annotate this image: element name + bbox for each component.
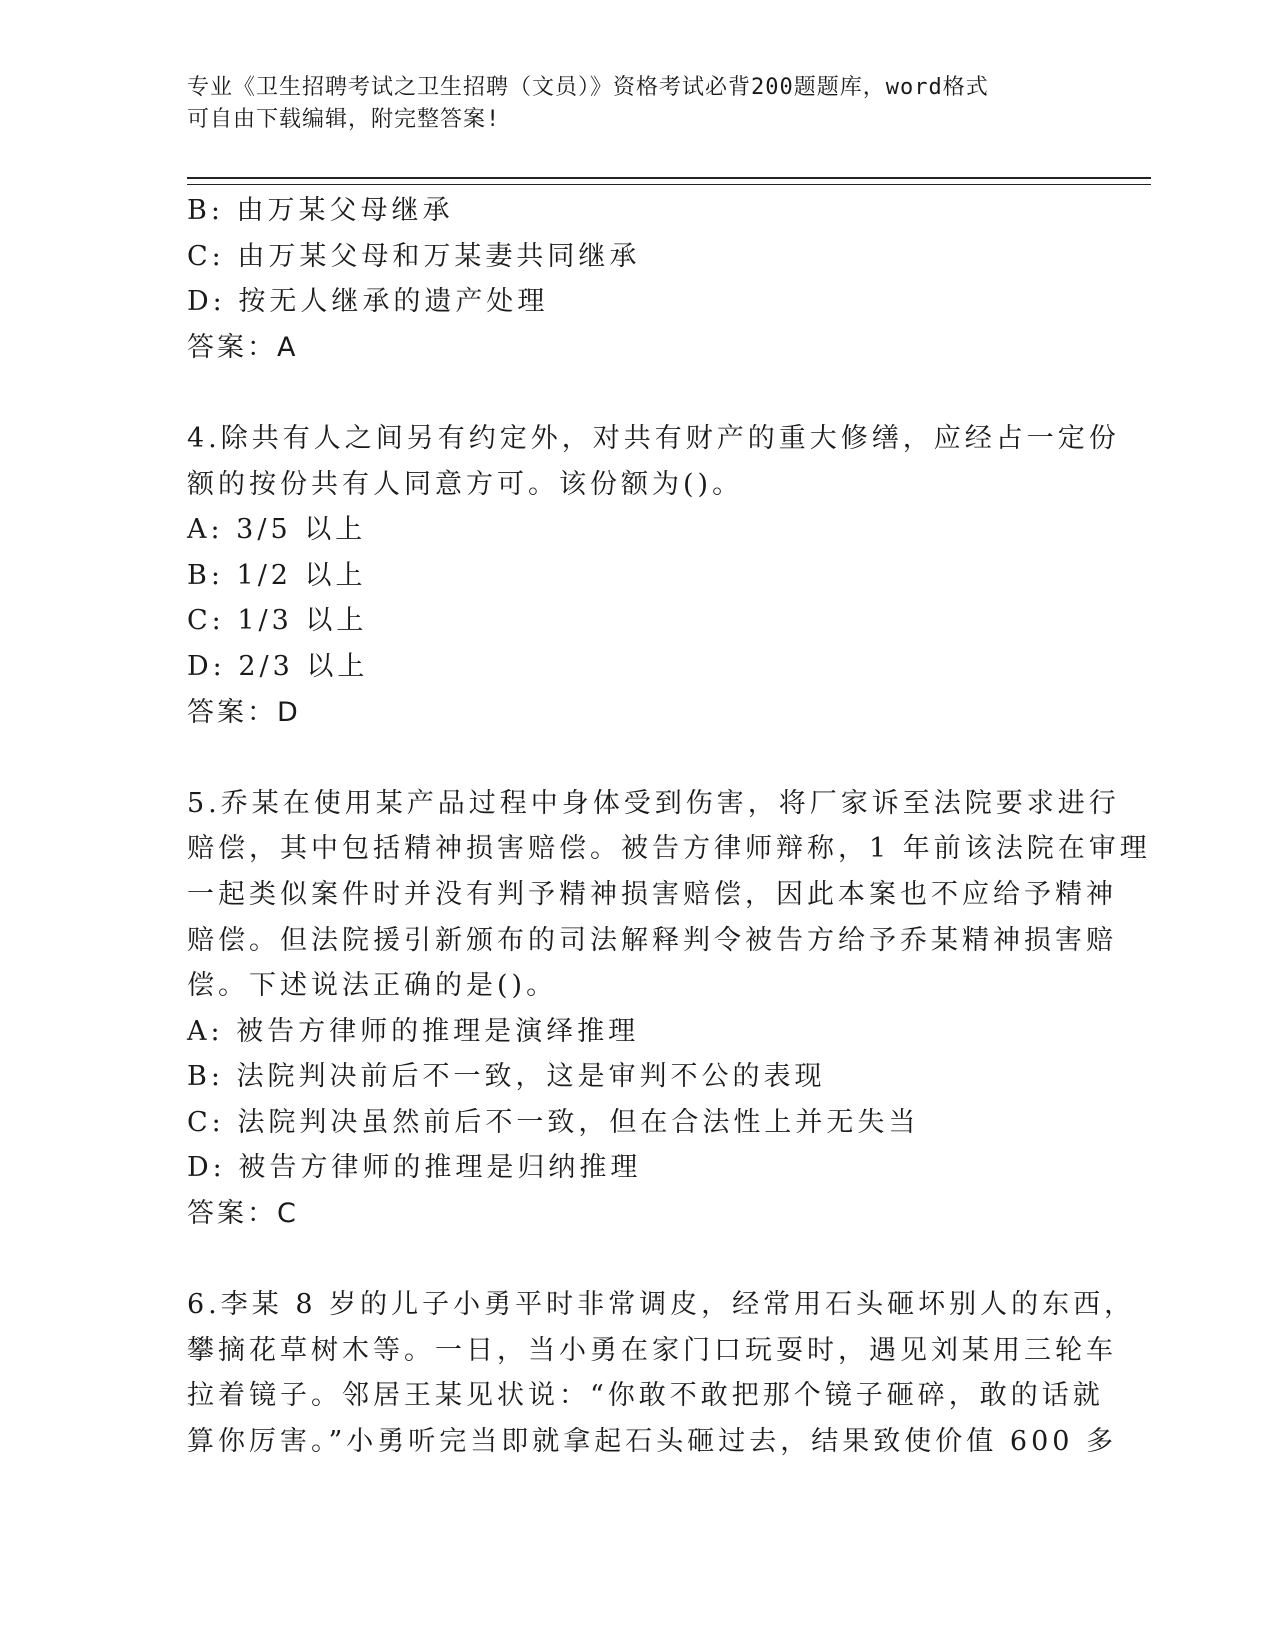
question-3 bbox=[187, 188, 1087, 370]
header-title-line-2: 可自由下载编辑，附完整答案! bbox=[187, 107, 501, 132]
q4-answer: 答案：D bbox=[187, 696, 301, 728]
q4-option-d: D: 2/3 以上 bbox=[187, 650, 369, 682]
q5-stem-line-3: 一起类似案件时并没有判予精神损害赔偿，因此本案也不应给予精神 bbox=[187, 878, 1117, 910]
spacer bbox=[187, 1237, 1087, 1283]
q5-answer: 答案：C bbox=[187, 1198, 299, 1230]
q3-option-d: D: 按无人继承的遗产处理 bbox=[187, 286, 549, 318]
q5-stem-line-1: 5.乔某在使用某产品过程中身体受到伤害，将厂家诉至法院要求进行 bbox=[187, 787, 1120, 819]
q5-stem-line-4: 赔偿。但法院援引新颁布的司法解释判令被告方给予乔某精神损害赔 bbox=[187, 924, 1117, 956]
q5-option-b: B: 法院判决前后不一致，这是审判不公的表现 bbox=[187, 1061, 826, 1093]
q6-stem-line-1: 6.李某 8 岁的儿子小勇平时非常调皮，经常用石头砸坏别人的东西， bbox=[187, 1289, 1136, 1321]
q5-option-c: C: 法院判决虽然前后不一致，但在合法性上并无失当 bbox=[187, 1106, 920, 1138]
q3-option-c: C: 由万某父母和万某妻共同继承 bbox=[187, 240, 641, 272]
spacer bbox=[187, 370, 1087, 416]
document-header bbox=[187, 72, 1087, 136]
q4-option-a: A: 3/5 以上 bbox=[187, 514, 367, 546]
header-title-line-1: 专业《卫生招聘考试之卫生招聘（文员）》资格考试必背200题题库，word格式 bbox=[187, 75, 989, 100]
q5-stem-line-5: 偿。下述说法正确的是()。 bbox=[187, 970, 558, 1002]
q3-answer: 答案：A bbox=[187, 331, 299, 363]
q6-stem-line-3: 拉着镜子。邻居王某见状说：“你敢不敢把那个镜子砸碎，敢的话就 bbox=[187, 1380, 1104, 1412]
question-4 bbox=[187, 416, 1120, 735]
q6-stem-line-4: 算你厉害。”小勇听完当即就拿起石头砸过去，结果致使价值 600 多 bbox=[187, 1426, 1118, 1458]
question-6 bbox=[187, 1282, 1136, 1464]
q4-option-b: B: 1/2 以上 bbox=[187, 559, 367, 591]
spacer bbox=[187, 735, 1087, 781]
q5-option-d: D: 被告方律师的推理是归纳推理 bbox=[187, 1152, 642, 1184]
q4-option-c: C: 1/3 以上 bbox=[187, 605, 368, 637]
q4-stem-line-1: 4.除共有人之间另有约定外，对共有财产的重大修缮，应经占一定份 bbox=[187, 422, 1120, 454]
q5-stem-line-2: 赔偿，其中包括精神损害赔偿。被告方律师辩称，1 年前该法院在审理 bbox=[187, 833, 1151, 865]
document-body bbox=[187, 188, 1151, 1465]
q3-option-b: B: 由万某父母继承 bbox=[187, 195, 454, 226]
q5-option-a: A: 被告方律师的推理是演绎推理 bbox=[187, 1015, 640, 1047]
header-divider bbox=[187, 177, 1151, 185]
q6-stem-line-2: 攀摘花草树木等。一日，当小勇在家门口玩耍时，遇见刘某用三轮车 bbox=[187, 1334, 1117, 1366]
question-5 bbox=[187, 781, 1151, 1237]
q4-stem-line-2: 额的按份共有人同意方可。该份额为()。 bbox=[187, 468, 744, 500]
